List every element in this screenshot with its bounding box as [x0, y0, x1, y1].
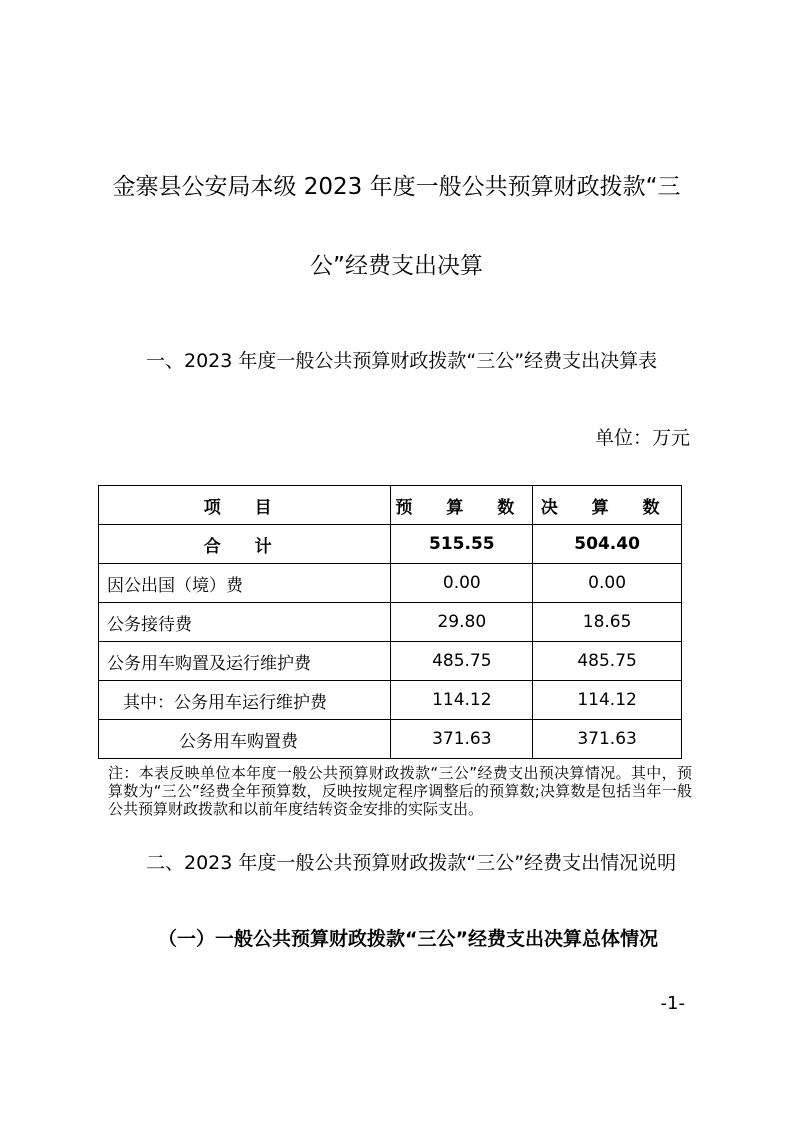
row-actual: 485.75: [533, 642, 682, 681]
total-budget: 515.55: [391, 525, 533, 564]
unit-label: 单位：万元: [594, 427, 690, 449]
table-total-row: [99, 525, 682, 564]
page-number: -1-: [660, 993, 685, 1014]
row-label: 公务用车购置及运行维护费: [99, 642, 391, 681]
row-budget: 114.12: [391, 681, 533, 720]
row-budget: 29.80: [391, 603, 533, 642]
three-public-expenses-table: [98, 485, 682, 759]
row-actual: 114.12: [533, 681, 682, 720]
row-label: 其中：公务用车运行维护费: [99, 681, 391, 720]
table-row: [99, 681, 682, 720]
document-title-line1: 金寨县公安局本级 2023 年度一般公共预算财政拨款“三: [112, 174, 681, 200]
row-label: 公务接待费: [99, 603, 391, 642]
table-row: [99, 720, 682, 759]
total-actual: 504.40: [533, 525, 682, 564]
header-budget: [391, 486, 533, 525]
table-row: [99, 603, 682, 642]
row-actual: 0.00: [533, 564, 682, 603]
total-label-cell: [99, 525, 391, 564]
row-budget: 0.00: [391, 564, 533, 603]
header-actual-label: 决 算 数: [540, 497, 674, 518]
header-item: [99, 486, 391, 525]
table-row: [99, 642, 682, 681]
header-budget-label: 预 算 数: [395, 497, 529, 518]
row-actual: 371.63: [533, 720, 682, 759]
total-label: 合 计: [203, 536, 286, 557]
section2-heading: 二、2023 年度一般公共预算财政拨款“三公”经费支出情况说明: [146, 852, 677, 874]
header-actual: [533, 486, 682, 525]
subsection1-heading: （一）一般公共预算财政拨款“三公”经费支出决算总体情况: [158, 928, 658, 950]
table-header-row: [99, 486, 682, 525]
row-label: 因公出国（境）费: [99, 564, 391, 603]
section1-heading: 一、2023 年度一般公共预算财政拨款“三公”经费支出决算表: [146, 350, 658, 372]
table-note: 注：本表反映单位本年度一般公共预算财政拨款“三公”经费支出预决算情况。其中，预算数为“三公”经费全年预算数，反映按规定程序调整后的预算数;决算数是包括当年一般公共预算财政拨款和以前年度结转资金安排的实际支出。: [108, 764, 692, 818]
row-actual: 18.65: [533, 603, 682, 642]
header-item-label: 项 目: [203, 497, 286, 518]
row-budget: 485.75: [391, 642, 533, 681]
row-budget: 371.63: [391, 720, 533, 759]
row-label: 公务用车购置费: [99, 720, 391, 759]
table-row: [99, 564, 682, 603]
document-title-line2: 公”经费支出决算: [310, 253, 483, 279]
